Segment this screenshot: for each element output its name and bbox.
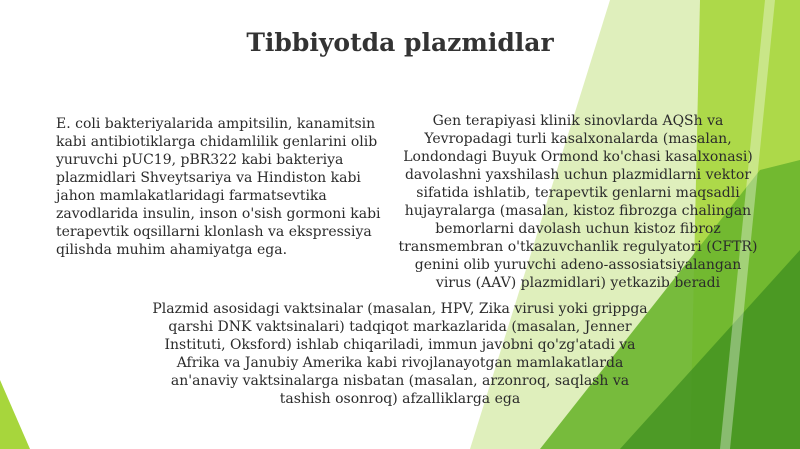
bottom-line: an'anaviy vaktsinalarga nisbatan (masalan, arzonroq, saqlash va [170, 373, 630, 389]
corner-green-shape [0, 380, 30, 449]
bottom-line: tashish osonroq) afzalliklarga ega [279, 391, 521, 407]
bottom-line: qarshi DNK vaktsinalari) tadqiqot markazlarida (masalan, Jenner [168, 319, 632, 335]
left-paragraph: E. coli bakteriyalarida ampitsilin, kanamitsin kabi antibiotiklarga chidamlilik genlarini olib yuruvchi pUC19, pBR322 kabi bakteriya plazmidlari Shveytsariya va Hindiston kabi jahon mamlakatlaridagi farmatsevtika zavodlarida insulin, inson o'sish gormoni kabi terapevtik oqsillarni klonlash va ekspressiya qilishda muhim ahamiyatga ega. [56, 116, 381, 258]
bottom-paragraph [140, 300, 660, 408]
slide-title: Tibbiyotda plazmidlar [246, 28, 554, 57]
bottom-line: Plazmid asosidagi vaktsinalar (masalan, HPV, Zika virusi yoki grippga [152, 301, 648, 317]
bottom-line: Instituti, Oksford) ishlab chiqariladi, immun javobni qo'zg'atadi va [164, 337, 636, 353]
right-paragraph: Gen terapiyasi klinik sinovlarda AQSh va Yevropadagi turli kasalxonalarda (masalan, Londondagi Buyuk Ormond ko'chasi kasalxonasi) davolashni yaxshilash uchun plazmidlarni vektor sifatida ishlatib, terapevtik genlarni maqsadli hujayralarga (masalan, kistoz fibrozga chalingan bemorlarni davolash uchun kistoz fibroz transmembran o'tkazuvchanlik regulyatori (CFTR) genini olib yuruvchi adeno-assosiatsiyalangan virus (AAV) plazmidlari) yetkazib beradi [398, 113, 758, 291]
bottom-line: Afrika va Janubiy Amerika kabi rivojlanayotgan mamlakatlarda [176, 355, 624, 371]
